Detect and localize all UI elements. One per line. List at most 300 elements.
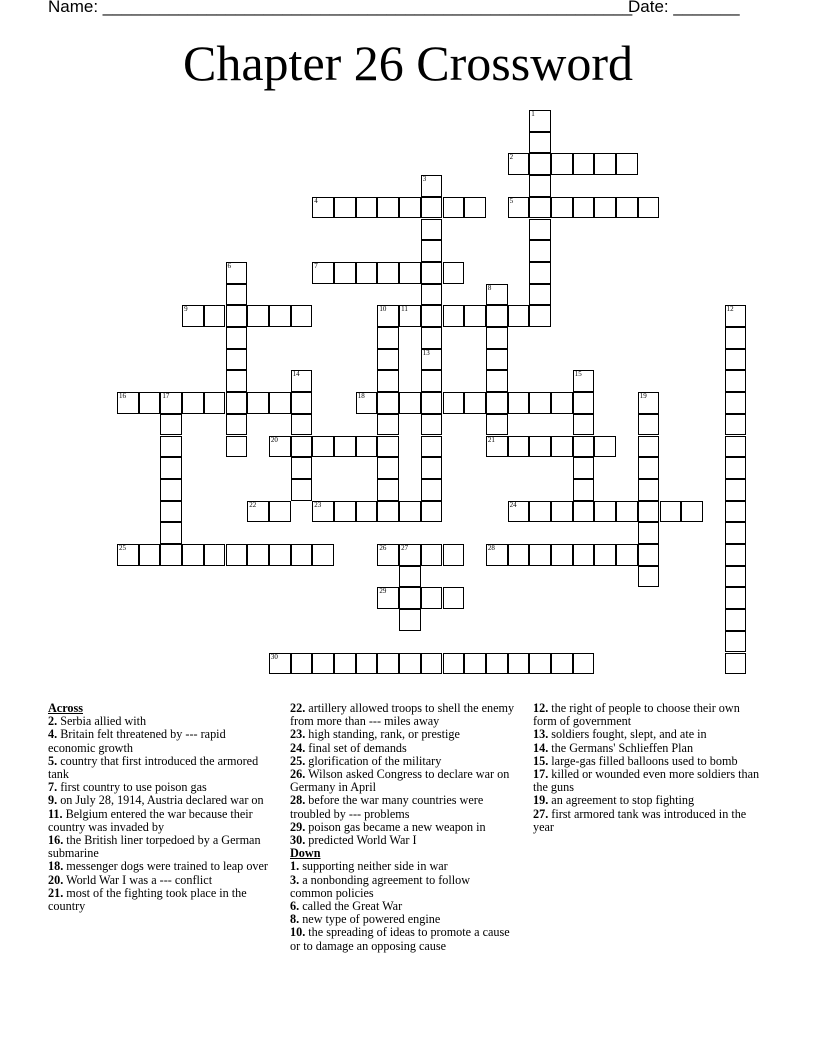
grid-cell[interactable] xyxy=(725,479,747,501)
clue-number: 19. xyxy=(533,793,549,808)
clue-text: a nonbonding agreement to follow common policies xyxy=(290,872,471,900)
grid-cell[interactable] xyxy=(573,370,595,392)
grid-cell[interactable] xyxy=(508,436,530,458)
grid-cell[interactable] xyxy=(529,153,551,175)
grid-cell[interactable] xyxy=(399,305,421,327)
across-clue xyxy=(290,794,515,820)
grid-cell[interactable] xyxy=(421,392,443,414)
grid-cell[interactable] xyxy=(312,501,334,523)
grid-cell[interactable] xyxy=(725,609,747,631)
clue-number: 2. xyxy=(48,714,58,729)
cell-number: 30 xyxy=(270,652,278,661)
cell-number: 13 xyxy=(422,348,430,357)
cell-number: 4 xyxy=(314,196,318,205)
grid-cell[interactable] xyxy=(725,544,747,566)
grid-cell[interactable] xyxy=(291,305,313,327)
clue-text: poison gas became a new weapon in xyxy=(308,819,486,834)
grid-cell[interactable] xyxy=(269,436,291,458)
grid-cell[interactable] xyxy=(443,305,465,327)
grid-cell[interactable] xyxy=(421,175,443,197)
grid-cell[interactable] xyxy=(464,653,486,675)
grid-cell[interactable] xyxy=(139,392,161,414)
grid-cell[interactable] xyxy=(226,544,248,566)
down-clue xyxy=(290,926,515,952)
grid-cell[interactable] xyxy=(399,262,421,284)
grid-cell[interactable] xyxy=(529,544,551,566)
cell-number: 28 xyxy=(487,544,495,552)
clues-column-3 xyxy=(533,702,763,834)
grid-cell[interactable] xyxy=(551,153,573,175)
grid-cell[interactable] xyxy=(377,197,399,219)
grid-cell[interactable] xyxy=(573,153,595,175)
grid-cell[interactable] xyxy=(421,501,443,523)
down-clue xyxy=(533,808,763,834)
grid-cell[interactable] xyxy=(291,370,313,392)
down-clue xyxy=(533,768,763,794)
grid-cell[interactable] xyxy=(529,132,551,154)
grid-cell[interactable] xyxy=(573,544,595,566)
clue-number: 3. xyxy=(290,872,300,887)
grid-cell[interactable] xyxy=(160,392,182,414)
grid-cell[interactable] xyxy=(421,262,443,284)
grid-cell[interactable] xyxy=(725,522,747,544)
grid-cell[interactable] xyxy=(616,544,638,566)
grid-cell[interactable] xyxy=(725,631,747,653)
cell-number: 17 xyxy=(162,392,170,401)
grid-cell[interactable] xyxy=(594,153,616,175)
grid-cell[interactable] xyxy=(725,305,747,327)
grid-cell[interactable] xyxy=(551,436,573,458)
grid-cell[interactable] xyxy=(573,457,595,479)
date-field-label: Date: _______ xyxy=(628,0,740,16)
grid-cell[interactable] xyxy=(356,501,378,523)
grid-cell[interactable] xyxy=(551,197,573,219)
grid-cell[interactable] xyxy=(594,436,616,458)
grid-cell[interactable] xyxy=(421,197,443,219)
grid-cell[interactable] xyxy=(226,284,248,306)
clue-text: Serbia allied with xyxy=(60,714,147,729)
clue-number: 13. xyxy=(533,727,549,742)
grid-cell[interactable] xyxy=(725,414,747,436)
grid-cell[interactable] xyxy=(377,457,399,479)
clue-text: large-gas filled balloons used to bomb xyxy=(551,753,738,768)
cell-number: 14 xyxy=(292,370,300,379)
cell-number: 2 xyxy=(509,153,514,162)
clue-text: glorification of the military xyxy=(308,753,442,768)
grid-cell[interactable] xyxy=(377,262,399,284)
clue-text: Britain felt threatened by --- rapid economic growth xyxy=(48,727,226,755)
grid-cell[interactable] xyxy=(421,327,443,349)
grid-cell[interactable] xyxy=(529,240,551,262)
grid-cell[interactable] xyxy=(377,414,399,436)
grid-cell[interactable] xyxy=(204,392,226,414)
grid-cell[interactable] xyxy=(464,197,486,219)
grid-cell[interactable] xyxy=(421,587,443,609)
grid-cell[interactable] xyxy=(421,240,443,262)
grid-cell[interactable] xyxy=(508,153,530,175)
grid-cell[interactable] xyxy=(725,436,747,458)
grid-cell[interactable] xyxy=(139,544,161,566)
cell-number: 24 xyxy=(509,500,517,509)
grid-cell[interactable] xyxy=(226,414,248,436)
grid-cell[interactable] xyxy=(638,479,660,501)
across-clue xyxy=(48,808,273,834)
clue-text: World War I was a --- conflict xyxy=(66,872,213,887)
grid-cell[interactable] xyxy=(334,262,356,284)
grid-cell[interactable] xyxy=(486,653,508,675)
clue-number: 30. xyxy=(290,833,306,848)
grid-cell[interactable] xyxy=(573,479,595,501)
grid-cell[interactable] xyxy=(508,305,530,327)
cell-number: 10 xyxy=(379,305,387,314)
grid-cell[interactable] xyxy=(529,392,551,414)
grid-cell[interactable] xyxy=(508,197,530,219)
grid-cell[interactable] xyxy=(399,392,421,414)
clue-text: country that first introduced the armored tank xyxy=(48,753,259,782)
clue-number: 1. xyxy=(290,859,300,874)
grid-cell[interactable] xyxy=(529,110,551,132)
cell-number: 5 xyxy=(509,196,514,205)
clue-number: 14. xyxy=(533,740,549,755)
grid-cell[interactable] xyxy=(421,370,443,392)
grid-cell[interactable] xyxy=(226,436,248,458)
grid-cell[interactable] xyxy=(421,349,443,371)
grid-cell[interactable] xyxy=(725,457,747,479)
grid-cell[interactable] xyxy=(638,457,660,479)
grid-cell[interactable] xyxy=(551,653,573,675)
grid-cell[interactable] xyxy=(291,544,313,566)
grid-cell[interactable] xyxy=(421,479,443,501)
grid-cell[interactable] xyxy=(486,284,508,306)
clue-number: 10. xyxy=(290,925,306,940)
grid-cell[interactable] xyxy=(529,219,551,241)
grid-cell[interactable] xyxy=(356,197,378,219)
grid-cell[interactable] xyxy=(399,544,421,566)
grid-cell[interactable] xyxy=(269,305,291,327)
grid-cell[interactable] xyxy=(377,349,399,371)
cell-number: 23 xyxy=(314,500,322,509)
grid-cell[interactable] xyxy=(486,544,508,566)
name-field-label: Name: ________________________________________________________ xyxy=(48,0,633,16)
grid-cell[interactable] xyxy=(573,392,595,414)
across-clue xyxy=(48,887,273,913)
grid-cell[interactable] xyxy=(356,436,378,458)
page-title: Chapter 26 Crossword xyxy=(183,35,633,91)
grid-cell[interactable] xyxy=(377,653,399,675)
grid-cell[interactable] xyxy=(421,414,443,436)
grid-cell[interactable] xyxy=(312,197,334,219)
clue-text: Belgium entered the war because their country was invaded by xyxy=(48,806,253,834)
grid-cell[interactable] xyxy=(356,653,378,675)
grid-cell[interactable] xyxy=(247,544,269,566)
grid-cell[interactable] xyxy=(291,479,313,501)
cell-number: 1 xyxy=(531,110,535,118)
grid-cell[interactable] xyxy=(312,262,334,284)
clue-number: 23. xyxy=(290,727,306,742)
grid-cell[interactable] xyxy=(117,392,139,414)
clue-text: the right of people to choose their own form of government xyxy=(533,701,740,729)
cell-number: 3 xyxy=(422,175,427,184)
clue-number: 27. xyxy=(533,806,549,821)
cell-number: 9 xyxy=(184,305,188,314)
cell-number: 25 xyxy=(119,544,126,552)
grid-cell[interactable] xyxy=(399,609,421,631)
grid-cell[interactable] xyxy=(377,544,399,566)
cell-number: 22 xyxy=(249,500,257,509)
cell-number: 19 xyxy=(639,392,647,401)
grid-cell[interactable] xyxy=(464,305,486,327)
grid-cell[interactable] xyxy=(377,327,399,349)
cell-number: 6 xyxy=(227,261,231,270)
grid-cell[interactable] xyxy=(377,392,399,414)
clue-text: called the Great War xyxy=(302,899,403,914)
grid-cell[interactable] xyxy=(312,544,334,566)
grid-cell[interactable] xyxy=(443,392,465,414)
grid-cell[interactable] xyxy=(725,327,747,349)
clue-text: first armored tank was introduced in the year xyxy=(533,806,747,834)
grid-cell[interactable] xyxy=(117,544,139,566)
clue-number: 20. xyxy=(48,872,64,887)
grid-cell[interactable] xyxy=(725,392,747,414)
grid-cell[interactable] xyxy=(443,587,465,609)
grid-cell[interactable] xyxy=(464,392,486,414)
grid-cell[interactable] xyxy=(247,501,269,523)
grid-cell[interactable] xyxy=(638,501,660,523)
across-clue xyxy=(48,755,273,781)
grid-cell[interactable] xyxy=(312,653,334,675)
grid-cell[interactable] xyxy=(291,653,313,675)
grid-cell[interactable] xyxy=(725,370,747,392)
cell-number: 8 xyxy=(487,283,492,292)
grid-cell[interactable] xyxy=(377,305,399,327)
clue-number: 4. xyxy=(48,727,58,742)
grid-cell[interactable] xyxy=(681,501,703,523)
grid-cell[interactable] xyxy=(638,522,660,544)
grid-cell[interactable] xyxy=(616,153,638,175)
grid-cell[interactable] xyxy=(377,479,399,501)
cell-number: 21 xyxy=(487,435,495,444)
grid-cell[interactable] xyxy=(573,501,595,523)
grid-cell[interactable] xyxy=(529,501,551,523)
grid-cell[interactable] xyxy=(638,436,660,458)
clue-text: the Germans' Schlieffen Plan xyxy=(551,740,694,755)
grid-cell[interactable] xyxy=(486,370,508,392)
grid-cell[interactable] xyxy=(160,436,182,458)
grid-cell[interactable] xyxy=(486,436,508,458)
grid-cell[interactable] xyxy=(204,544,226,566)
across-clue xyxy=(290,834,515,847)
clue-number: 17. xyxy=(533,767,549,782)
grid-cell[interactable] xyxy=(638,392,660,414)
grid-cell[interactable] xyxy=(594,544,616,566)
grid-cell[interactable] xyxy=(443,262,465,284)
clue-text: soldiers fought, slept, and ate in xyxy=(551,727,707,742)
grid-cell[interactable] xyxy=(269,544,291,566)
grid-cell[interactable] xyxy=(421,653,443,675)
grid-cell[interactable] xyxy=(638,544,660,566)
across-heading: Across xyxy=(48,701,83,715)
grid-cell[interactable] xyxy=(399,587,421,609)
grid-cell[interactable] xyxy=(182,305,204,327)
grid-cell[interactable] xyxy=(399,653,421,675)
grid-cell[interactable] xyxy=(182,392,204,414)
clue-text: killed or wounded even more soldiers than the guns xyxy=(533,767,760,795)
grid-cell[interactable] xyxy=(486,349,508,371)
grid-cell[interactable] xyxy=(638,414,660,436)
grid-cell[interactable] xyxy=(638,197,660,219)
clue-number: 25. xyxy=(290,753,306,768)
grid-cell[interactable] xyxy=(573,653,595,675)
grid-cell[interactable] xyxy=(334,501,356,523)
grid-cell[interactable] xyxy=(226,370,248,392)
grid-cell[interactable] xyxy=(508,501,530,523)
cell-number: 7 xyxy=(314,261,318,270)
grid-cell[interactable] xyxy=(725,587,747,609)
grid-cell[interactable] xyxy=(594,501,616,523)
grid-cell[interactable] xyxy=(529,436,551,458)
grid-cell[interactable] xyxy=(182,544,204,566)
grid-cell[interactable] xyxy=(421,457,443,479)
grid-cell[interactable] xyxy=(377,501,399,523)
down-heading: Down xyxy=(290,846,321,861)
clue-number: 16. xyxy=(48,833,64,848)
clue-number: 18. xyxy=(48,859,64,874)
grid-cell[interactable] xyxy=(377,587,399,609)
grid-cell[interactable] xyxy=(226,392,248,414)
grid-cell[interactable] xyxy=(291,392,313,414)
clue-text: before the war many countries were troubled by --- problems xyxy=(290,793,484,821)
grid-cell[interactable] xyxy=(529,197,551,219)
clue-number: 12. xyxy=(533,701,549,715)
grid-cell[interactable] xyxy=(529,305,551,327)
grid-cell[interactable] xyxy=(443,544,465,566)
grid-cell[interactable] xyxy=(269,501,291,523)
grid-cell[interactable] xyxy=(226,349,248,371)
grid-cell[interactable] xyxy=(226,327,248,349)
grid-cell[interactable] xyxy=(725,349,747,371)
clue-text: most of the fighting took place in the country xyxy=(48,885,247,914)
grid-cell[interactable] xyxy=(226,262,248,284)
grid-cell[interactable] xyxy=(399,197,421,219)
grid-cell[interactable] xyxy=(399,566,421,588)
grid-cell[interactable] xyxy=(508,392,530,414)
clue-number: 8. xyxy=(290,912,300,927)
grid-cell[interactable] xyxy=(421,544,443,566)
grid-cell[interactable] xyxy=(529,284,551,306)
across-clue xyxy=(290,768,515,794)
clue-number: 15. xyxy=(533,753,549,768)
clue-number: 6. xyxy=(290,899,300,914)
grid-cell[interactable] xyxy=(725,653,747,675)
cell-number: 16 xyxy=(119,392,126,401)
clue-number: 7. xyxy=(48,780,58,795)
grid-cell[interactable] xyxy=(573,436,595,458)
grid-cell[interactable] xyxy=(334,197,356,219)
grid-cell[interactable] xyxy=(160,501,182,523)
grid-cell[interactable] xyxy=(269,653,291,675)
grid-cell[interactable] xyxy=(399,501,421,523)
cell-number: 20 xyxy=(270,435,278,444)
grid-cell[interactable] xyxy=(421,305,443,327)
grid-cell[interactable] xyxy=(551,544,573,566)
grid-cell[interactable] xyxy=(725,501,747,523)
clue-number: 5. xyxy=(48,753,58,768)
grid-cell[interactable] xyxy=(529,262,551,284)
grid-cell[interactable] xyxy=(486,392,508,414)
clue-text: predicted World War I xyxy=(308,833,417,848)
grid-cell[interactable] xyxy=(247,305,269,327)
down-clue xyxy=(290,874,515,900)
grid-cell[interactable] xyxy=(160,522,182,544)
clue-number: 11. xyxy=(48,806,63,821)
grid-cell[interactable] xyxy=(160,479,182,501)
grid-cell[interactable] xyxy=(334,653,356,675)
grid-cell[interactable] xyxy=(160,414,182,436)
grid-cell[interactable] xyxy=(529,653,551,675)
clue-text: supporting neither side in war xyxy=(302,859,448,874)
grid-cell[interactable] xyxy=(160,457,182,479)
grid-cell[interactable] xyxy=(508,653,530,675)
grid-cell[interactable] xyxy=(551,501,573,523)
grid-cell[interactable] xyxy=(443,197,465,219)
grid-cell[interactable] xyxy=(594,197,616,219)
grid-cell[interactable] xyxy=(312,436,334,458)
cell-number: 26 xyxy=(379,544,387,552)
grid-cell[interactable] xyxy=(377,436,399,458)
grid-cell[interactable] xyxy=(551,392,573,414)
grid-cell[interactable] xyxy=(725,566,747,588)
clue-number: 29. xyxy=(290,819,306,834)
grid-cell[interactable] xyxy=(291,414,313,436)
grid-cell[interactable] xyxy=(573,414,595,436)
grid-cell[interactable] xyxy=(486,327,508,349)
grid-cell[interactable] xyxy=(291,436,313,458)
grid-cell[interactable] xyxy=(204,305,226,327)
grid-cell[interactable] xyxy=(269,392,291,414)
grid-cell[interactable] xyxy=(421,436,443,458)
grid-cell[interactable] xyxy=(377,370,399,392)
clue-text: final set of demands xyxy=(308,740,407,755)
grid-cell[interactable] xyxy=(486,414,508,436)
grid-cell[interactable] xyxy=(638,566,660,588)
grid-cell[interactable] xyxy=(486,305,508,327)
grid-cell[interactable] xyxy=(660,501,682,523)
clue-number: 28. xyxy=(290,793,306,808)
clues-column-2 xyxy=(290,702,515,953)
grid-cell[interactable] xyxy=(508,544,530,566)
grid-cell[interactable] xyxy=(291,457,313,479)
grid-cell[interactable] xyxy=(616,501,638,523)
grid-cell[interactable] xyxy=(334,436,356,458)
across-clue xyxy=(48,834,273,860)
grid-cell[interactable] xyxy=(160,544,182,566)
grid-cell[interactable] xyxy=(247,392,269,414)
clue-number: 9. xyxy=(48,793,58,808)
grid-cell[interactable] xyxy=(529,175,551,197)
grid-cell[interactable] xyxy=(443,653,465,675)
down-clue xyxy=(533,702,763,728)
cell-number: 27 xyxy=(401,544,409,552)
clue-text: the spreading of ideas to promote a cause or to damage an opposing cause xyxy=(290,925,510,953)
grid-cell[interactable] xyxy=(421,219,443,241)
grid-cell[interactable] xyxy=(573,197,595,219)
grid-cell[interactable] xyxy=(356,392,378,414)
grid-cell[interactable] xyxy=(356,262,378,284)
grid-cell[interactable] xyxy=(226,305,248,327)
across-clue xyxy=(290,702,515,728)
grid-cell[interactable] xyxy=(421,284,443,306)
grid-cell[interactable] xyxy=(616,197,638,219)
